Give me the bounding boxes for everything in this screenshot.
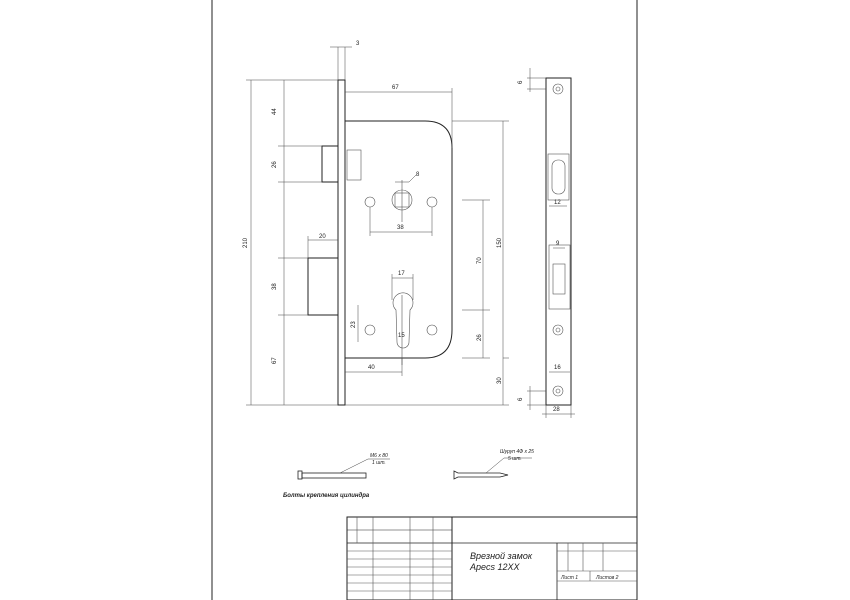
dim-38-screws: 38	[397, 225, 404, 231]
side-dim-12: 12	[554, 200, 561, 206]
dim-26-latch: 26	[272, 161, 278, 168]
side-dim-16: 16	[554, 365, 561, 371]
dim-67-lower: 67	[272, 357, 278, 364]
sheet-frame	[212, 0, 637, 600]
dim-67-top: 67	[392, 85, 399, 91]
sheets-count-label: Листов 2	[596, 575, 619, 581]
dim-17: 17	[398, 271, 405, 277]
dim-3: 3	[356, 41, 360, 47]
side-dim-9: 9	[556, 241, 560, 247]
fastener-caption: Болты крепления цилиндра	[283, 493, 370, 499]
mounting-screw	[454, 449, 534, 479]
dim-20: 20	[319, 234, 326, 240]
dim-210: 210	[243, 237, 249, 248]
dim-30: 30	[497, 377, 503, 384]
dim-26-cyl: 26	[477, 334, 483, 341]
cylinder-bolt	[283, 453, 390, 499]
dim-8: 8	[416, 172, 420, 178]
dim-150: 150	[497, 237, 503, 248]
title-block	[347, 517, 637, 600]
lock-front-view	[308, 80, 452, 405]
bolt-note: M6 x 80	[370, 453, 388, 459]
side-dim-6-top: 6	[518, 80, 524, 84]
dim-70: 70	[477, 257, 483, 264]
dim-23: 23	[351, 321, 357, 328]
title-line-2: Apecs 12XX	[470, 562, 520, 572]
title-line-1: Врезной замок	[470, 551, 533, 561]
screw-note: Шуруп 4Ф x 25	[500, 449, 534, 455]
dim-38-bolt: 38	[272, 283, 278, 290]
dim-40: 40	[368, 365, 375, 371]
side-dim-28: 28	[553, 407, 560, 413]
side-dim-6-bottom: 6	[518, 397, 524, 401]
front-dimensions	[243, 41, 509, 405]
bolt-qty: 1 шт.	[372, 460, 386, 466]
sheet-label: Лист 1	[561, 575, 579, 581]
dim-15: 15	[398, 333, 405, 339]
screw-qty: 5 шт.	[508, 456, 522, 462]
dim-44: 44	[272, 108, 278, 115]
